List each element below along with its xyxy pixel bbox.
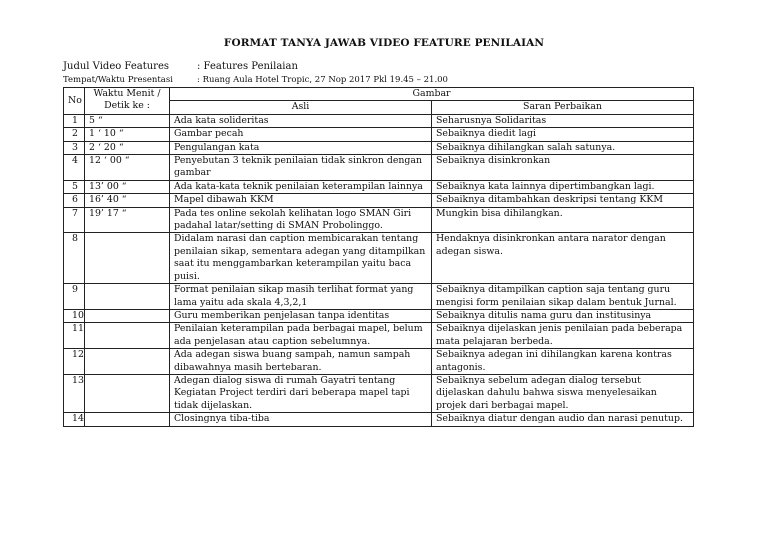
cell-waktu xyxy=(85,309,170,322)
cell-saran: Sebaiknya kata lainnya dipertimbangkan lagi. xyxy=(432,180,694,193)
cell-waktu: 12 ‘ 00 “ xyxy=(85,155,170,181)
cell-asli: Didalam narasi dan caption membicarakan tentang penilaian sikap, sementara adegan yang ditampilkan saat itu menggambarkan keterampilan yaitu baca puisi. xyxy=(170,233,432,284)
header-waktu: Waktu Menit / Detik ke : xyxy=(85,88,170,115)
cell-asli: Penyebutan 3 teknik penilaian tidak sinkron dengan gambar xyxy=(170,155,432,181)
cell-waktu xyxy=(85,233,170,284)
cell-asli: Gambar pecah xyxy=(170,128,432,141)
cell-asli: Ada kata-kata teknik penilaian keterampilan lainnya xyxy=(170,180,432,193)
table-body xyxy=(64,114,694,426)
cell-saran: Sebaiknya diatur dengan audio dan narasi penutup. xyxy=(432,413,694,426)
cell-no: 5 xyxy=(64,180,85,193)
cell-no: 10 xyxy=(64,309,85,322)
table-row xyxy=(64,284,694,310)
cell-saran: Sebaiknya ditulis nama guru dan institusinya xyxy=(432,309,694,322)
cell-no: 6 xyxy=(64,194,85,207)
tempat-label: Tempat/Waktu Presentasi xyxy=(63,75,173,85)
cell-saran: Sebaiknya disinkronkan xyxy=(432,155,694,181)
cell-waktu: 5 “ xyxy=(85,114,170,127)
cell-no: 13 xyxy=(64,374,85,412)
cell-waktu: 19’ 17 “ xyxy=(85,207,170,233)
table-row xyxy=(64,374,694,412)
cell-saran: Mungkin bisa dihilangkan. xyxy=(432,207,694,233)
table-row xyxy=(64,349,694,375)
header-saran: Saran Perbaikan xyxy=(432,101,694,114)
table-row xyxy=(64,207,694,233)
tempat-value: : Ruang Aula Hotel Tropic, 27 Nop 2017 Pkl 19.45 – 21.00 xyxy=(197,75,448,85)
document-title: FORMAT TANYA JAWAB VIDEO FEATURE PENILAIAN xyxy=(223,37,545,49)
cell-waktu: 13’ 00 “ xyxy=(85,180,170,193)
cell-asli: Mapel dibawah KKM xyxy=(170,194,432,207)
table-row xyxy=(64,194,694,207)
cell-waktu xyxy=(85,284,170,310)
cell-asli: Guru memberikan penjelasan tanpa identitas xyxy=(170,309,432,322)
cell-saran: Sebaiknya adegan ini dihilangkan karena kontras antagonis. xyxy=(432,349,694,375)
table-header-row xyxy=(64,88,694,101)
table-row xyxy=(64,128,694,141)
cell-waktu xyxy=(85,374,170,412)
table-row xyxy=(64,323,694,349)
cell-no: 4 xyxy=(64,155,85,181)
cell-no: 12 xyxy=(64,349,85,375)
cell-saran: Sebaiknya ditambahkan deskripsi tentang KKM xyxy=(432,194,694,207)
cell-saran: Seharusnya Solidaritas xyxy=(432,114,694,127)
cell-saran: Sebaiknya diedit lagi xyxy=(432,128,694,141)
cell-no: 11 xyxy=(64,323,85,349)
table-row xyxy=(64,180,694,193)
cell-waktu: 2 ‘ 20 “ xyxy=(85,141,170,154)
table-row xyxy=(64,233,694,284)
judul-value: : Features Penilaian xyxy=(197,61,298,72)
cell-no: 8 xyxy=(64,233,85,284)
cell-no: 1 xyxy=(64,114,85,127)
cell-waktu xyxy=(85,349,170,375)
cell-no: 7 xyxy=(64,207,85,233)
table-row xyxy=(64,141,694,154)
cell-asli: Ada adegan siswa buang sampah, namun sampah dibawahnya masih bertebaran. xyxy=(170,349,432,375)
cell-waktu xyxy=(85,323,170,349)
cell-saran: Sebaiknya sebelum adegan dialog tersebut dijelaskan dahulu bahwa siswa menyelesaikan projek dari berbagai mapel. xyxy=(432,374,694,412)
table-row xyxy=(64,309,694,322)
header-gambar: Gambar xyxy=(170,88,694,101)
cell-saran: Hendaknya disinkronkan antara narator dengan adegan siswa. xyxy=(432,233,694,284)
table-row xyxy=(64,413,694,426)
cell-asli: Penilaian keterampilan pada berbagai mapel, belum ada penjelasan atau caption sebelumnya. xyxy=(170,323,432,349)
cell-waktu xyxy=(85,413,170,426)
table-row xyxy=(64,114,694,127)
cell-asli: Adegan dialog siswa di rumah Gayatri tentang Kegiatan Project terdiri dari beberapa mapel tapi tidak dijelaskan. xyxy=(170,374,432,412)
header-asli: Asli xyxy=(170,101,432,114)
cell-no: 14 xyxy=(64,413,85,426)
cell-saran: Sebaiknya dihilangkan salah satunya. xyxy=(432,141,694,154)
cell-no: 3 xyxy=(64,141,85,154)
review-table xyxy=(63,87,694,427)
cell-asli: Format penilaian sikap masih terlihat format yang lama yaitu ada skala 4,3,2,1 xyxy=(170,284,432,310)
cell-asli: Ada kata solideritas xyxy=(170,114,432,127)
cell-asli: Pengulangan kata xyxy=(170,141,432,154)
cell-no: 9 xyxy=(64,284,85,310)
cell-asli: Pada tes online sekolah kelihatan logo SMAN Giri padahal latar/setting di SMAN Probolinggo. xyxy=(170,207,432,233)
cell-waktu: 16’ 40 “ xyxy=(85,194,170,207)
table-row xyxy=(64,155,694,181)
judul-label: Judul Video Features xyxy=(63,61,169,72)
cell-saran: Sebaiknya dijelaskan jenis penilaian pada beberapa mata pelajaran berbeda. xyxy=(432,323,694,349)
cell-asli: Closingnya tiba-tiba xyxy=(170,413,432,426)
header-no: No xyxy=(64,88,85,115)
cell-no: 2 xyxy=(64,128,85,141)
cell-saran: Sebaiknya ditampilkan caption saja tentang guru mengisi form penilaian sikap dalam bentuk Jurnal. xyxy=(432,284,694,310)
cell-waktu: 1 ‘ 10 “ xyxy=(85,128,170,141)
